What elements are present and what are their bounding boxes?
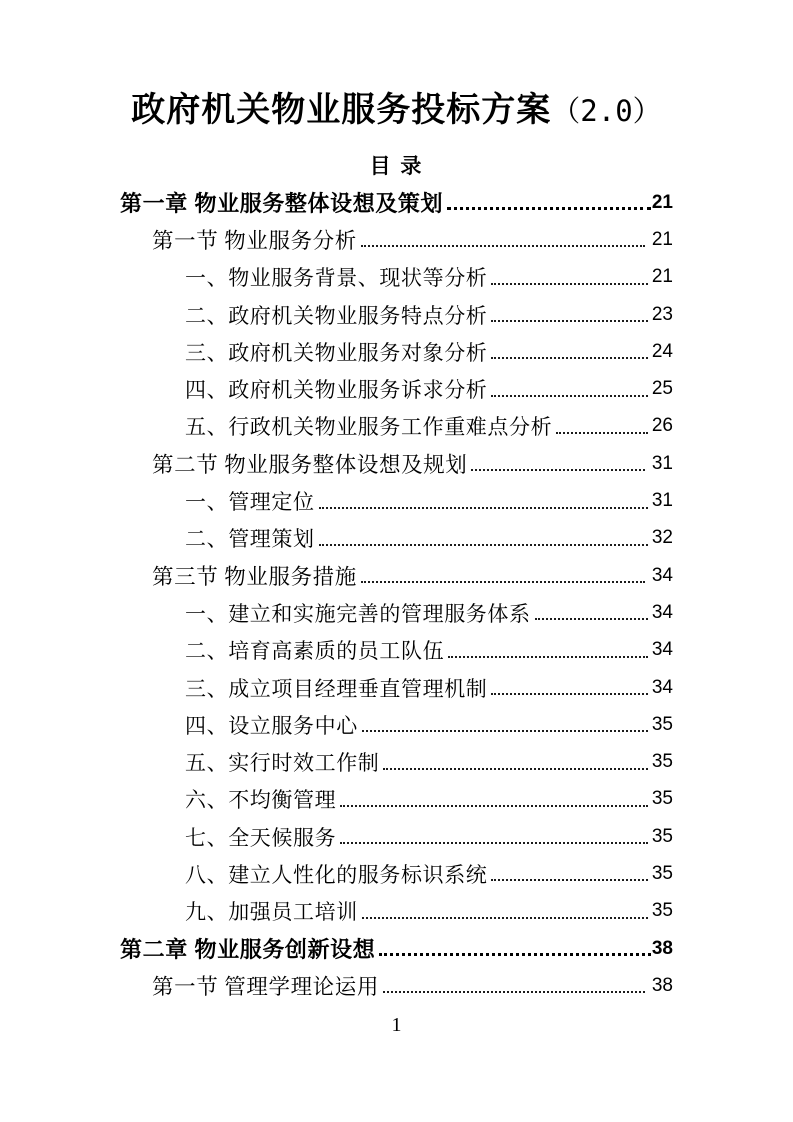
toc-entry[interactable] [120, 594, 673, 631]
document-title [120, 88, 673, 139]
toc-dot-leader [491, 879, 647, 881]
toc-entry-page: 34 [651, 676, 673, 698]
toc-entry-page: 34 [651, 639, 673, 661]
toc-entry-page: 34 [651, 564, 673, 586]
toc-entry[interactable] [120, 221, 673, 258]
toc-entry-label: 四、政府机关物业服务诉求分析 [185, 378, 488, 403]
toc-dot-leader [556, 432, 648, 434]
toc-heading: 目 录 [369, 155, 424, 178]
toc-dot-leader [491, 395, 647, 397]
toc-entry-label: 一、建立和实施完善的管理服务体系 [185, 601, 531, 626]
toc-entry[interactable] [120, 632, 673, 669]
toc-dot-leader [447, 207, 651, 210]
toc-entry-label: 八、建立人性化的服务标识系统 [185, 862, 488, 887]
toc-entry-label: 四、设立服务中心 [185, 713, 358, 738]
toc-dot-leader [383, 991, 645, 993]
toc-dot-leader [319, 544, 648, 546]
toc-entry-page: 35 [651, 900, 673, 922]
toc-entry[interactable] [120, 930, 673, 967]
toc-dot-leader [319, 507, 648, 509]
toc-entry-label: 第一节 物业服务分析 [152, 229, 357, 254]
toc-entry[interactable] [120, 296, 673, 333]
toc-entry-label: 二、政府机关物业服务特点分析 [185, 303, 488, 328]
toc-entry-label: 三、成立项目经理垂直管理机制 [185, 676, 488, 701]
toc-entry[interactable] [120, 967, 673, 1004]
toc-entry-page: 35 [651, 825, 673, 847]
toc-entry-label: 一、物业服务背景、现状等分析 [185, 266, 488, 291]
toc-entry[interactable] [120, 259, 673, 296]
toc-entry[interactable] [120, 818, 673, 855]
toc-dot-leader [491, 283, 647, 285]
toc-entry[interactable] [120, 445, 673, 482]
toc-dot-leader [471, 469, 644, 471]
toc-entry-page: 24 [651, 340, 673, 362]
toc-dot-leader [383, 768, 647, 770]
toc-entry-page: 35 [651, 862, 673, 884]
toc-entry[interactable] [120, 370, 673, 407]
toc-entry-page: 26 [651, 415, 673, 437]
toc-dot-leader [340, 842, 648, 844]
toc-entry[interactable] [120, 408, 673, 445]
toc-entry-label: 第二章 物业服务创新设想 [120, 937, 376, 963]
toc-entry[interactable] [120, 557, 673, 594]
toc-dot-leader [491, 693, 647, 695]
toc-dot-leader [361, 581, 645, 583]
toc-entry-page: 38 [651, 974, 673, 996]
toc-entry-label: 二、管理策划 [185, 527, 315, 552]
toc-entry[interactable] [120, 520, 673, 557]
toc-entry-page: 21 [651, 228, 673, 250]
toc-entry-page: 21 [651, 191, 673, 213]
toc-entry-label: 九、加强员工培训 [185, 900, 358, 925]
toc-entry-page: 23 [651, 303, 673, 325]
toc-dot-leader [340, 805, 648, 807]
toc-entry-page: 35 [651, 788, 673, 810]
toc-entry-label: 第二节 物业服务整体设想及规划 [152, 453, 468, 478]
toc-entry-label: 第三节 物业服务措施 [152, 565, 357, 590]
toc-dot-leader [491, 357, 647, 359]
toc-dot-leader [362, 917, 648, 919]
toc-entry-page: 35 [651, 751, 673, 773]
toc-dot-leader [379, 953, 651, 956]
toc-entry-label: 二、培育高素质的员工队伍 [185, 639, 445, 664]
toc-dot-leader [361, 245, 645, 247]
toc-entry-page: 38 [651, 937, 673, 959]
toc-entry[interactable] [120, 333, 673, 370]
document-title-main: 政府机关物业服务投标方案 [131, 91, 552, 129]
toc-entry-label: 一、管理定位 [185, 490, 315, 515]
toc-dot-leader [448, 656, 648, 658]
toc-entry[interactable] [120, 893, 673, 930]
page-footer-number: 1 [391, 1014, 402, 1036]
page-content [120, 0, 673, 1005]
document-title-version: （2.0） [551, 94, 662, 128]
toc-entry-label: 五、行政机关物业服务工作重难点分析 [185, 415, 553, 440]
toc-entry[interactable] [120, 184, 673, 221]
toc-entry-label: 六、不均衡管理 [185, 788, 337, 813]
toc-entry-page: 34 [651, 601, 673, 623]
toc-entry[interactable] [120, 482, 673, 519]
toc-entry-label: 三、政府机关物业服务对象分析 [185, 340, 488, 365]
toc-entry[interactable] [120, 706, 673, 743]
toc-entry-label: 第一章 物业服务整体设想及策划 [120, 191, 444, 217]
toc-entry[interactable] [120, 669, 673, 706]
toc-dot-leader [535, 618, 648, 620]
toc-entry-page: 25 [651, 378, 673, 400]
toc-dot-leader [491, 320, 647, 322]
toc-entry-page: 35 [651, 713, 673, 735]
toc-entry[interactable] [120, 781, 673, 818]
toc-entry-page: 31 [651, 490, 673, 512]
toc-entry[interactable] [120, 855, 673, 892]
toc-entry-page: 31 [651, 452, 673, 474]
toc-dot-leader [362, 730, 648, 732]
toc-entry-label: 七、全天候服务 [185, 825, 337, 850]
toc-entry-page: 21 [651, 266, 673, 288]
toc-list [120, 184, 673, 1005]
toc-entry[interactable] [120, 743, 673, 780]
toc-entry-label: 五、实行时效工作制 [185, 751, 380, 776]
toc-entry-page: 32 [651, 527, 673, 549]
toc-entry-label: 第一节 管理学理论运用 [152, 975, 379, 1000]
